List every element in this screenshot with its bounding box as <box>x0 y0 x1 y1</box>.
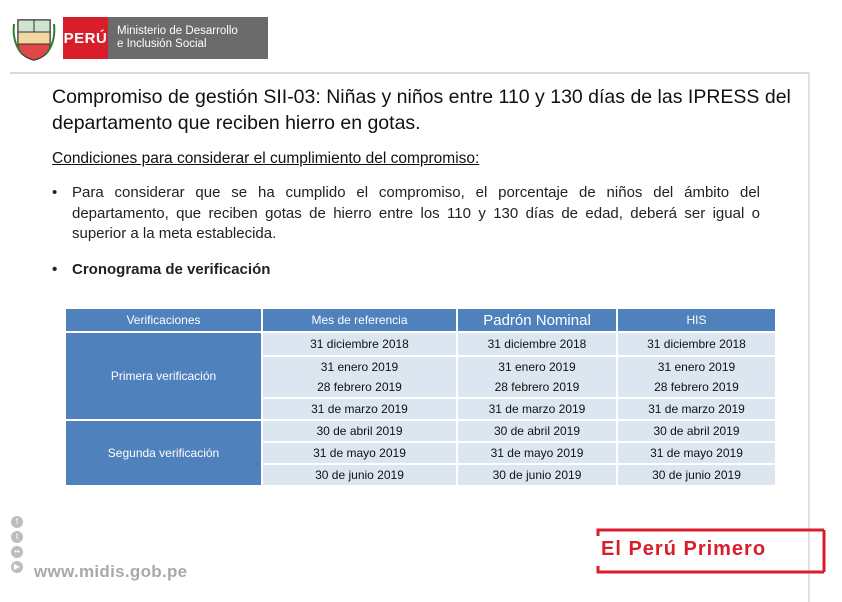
table-cell: 30 de junio 2019 <box>618 465 775 485</box>
table-cell <box>263 357 456 397</box>
verification-schedule-table <box>64 307 777 487</box>
table-header-row <box>66 309 775 331</box>
twitter-icon[interactable]: t <box>11 531 23 543</box>
column-header-his: HIS <box>618 309 775 331</box>
table-cell: 31 diciembre 2018 <box>458 333 616 355</box>
slogan-text: El Perú Primero <box>601 538 767 560</box>
table-cell <box>618 357 775 397</box>
youtube-icon[interactable]: ▶ <box>11 561 23 573</box>
peru-logo-label: PERÚ <box>63 17 108 59</box>
column-header-mes-referencia: Mes de referencia <box>263 309 456 331</box>
table-cell: 30 de junio 2019 <box>263 465 456 485</box>
page-header <box>0 0 842 72</box>
page-title: Compromiso de gestión SII-03: Niñas y niños entre 110 y 130 días de las IPRESS del departamento que reciben hierro en gotas. <box>52 86 791 134</box>
table-cell: 31 de marzo 2019 <box>458 399 616 419</box>
cell-line: 31 enero 2019 <box>320 360 399 374</box>
ministry-name <box>108 17 268 59</box>
cell-line: 28 febrero 2019 <box>654 380 739 394</box>
cell-line: 28 febrero 2019 <box>494 380 580 394</box>
bullet-schedule <box>52 260 452 281</box>
conditions-subtitle: Condiciones para considerar el cumplimiento del compromiso: <box>52 150 480 167</box>
right-divider <box>808 72 810 602</box>
table-cell <box>458 357 616 397</box>
peru-coat-of-arms-icon <box>12 14 56 62</box>
column-header-padron-nominal: Padrón Nominal <box>458 309 616 331</box>
cell-line: 31 enero 2019 <box>657 360 736 374</box>
table-cell: 31 de mayo 2019 <box>263 443 456 463</box>
website-url[interactable]: www.midis.gob.pe <box>34 562 188 581</box>
table-cell: 30 de abril 2019 <box>263 421 456 441</box>
table-cell: 30 de abril 2019 <box>618 421 775 441</box>
column-header-verificaciones: Verificaciones <box>66 309 261 331</box>
table-row <box>66 333 775 355</box>
header-divider <box>10 72 808 74</box>
cell-line: 28 febrero 2019 <box>317 380 402 394</box>
bullet-dot: • <box>52 261 58 278</box>
table-cell: 31 diciembre 2018 <box>618 333 775 355</box>
bullet-text: Para considerar que se ha cumplido el compromiso, el porcentaje de niños del ámbito del departamento, que reciben gotas de hierro entre los 110 y 130 días de edad, deberá ser igual o superior a la meta establecida. <box>72 184 760 242</box>
bullet-text: Cronograma de verificación <box>72 261 271 278</box>
social-icons <box>11 516 25 576</box>
table-cell: 30 de abril 2019 <box>458 421 616 441</box>
group-segunda-verificacion: Segunda verificación <box>66 421 261 485</box>
table-row <box>66 421 775 441</box>
flickr-icon[interactable]: •• <box>11 546 23 558</box>
table-cell: 31 de marzo 2019 <box>618 399 775 419</box>
table-cell: 31 diciembre 2018 <box>263 333 456 355</box>
ministry-line-1: Ministerio de Desarrollo <box>117 25 238 37</box>
table-cell: 31 de mayo 2019 <box>618 443 775 463</box>
group-primera-verificacion: Primera verificación <box>66 333 261 419</box>
cell-line: 31 enero 2019 <box>498 360 576 374</box>
bullet-dot: • <box>52 184 58 201</box>
ministry-line-2: e Inclusión Social <box>117 38 207 50</box>
table-cell: 31 de marzo 2019 <box>263 399 456 419</box>
bullet-condition <box>52 183 760 245</box>
table-cell: 30 de junio 2019 <box>458 465 616 485</box>
table-cell: 31 de mayo 2019 <box>458 443 616 463</box>
facebook-icon[interactable]: f <box>11 516 23 528</box>
